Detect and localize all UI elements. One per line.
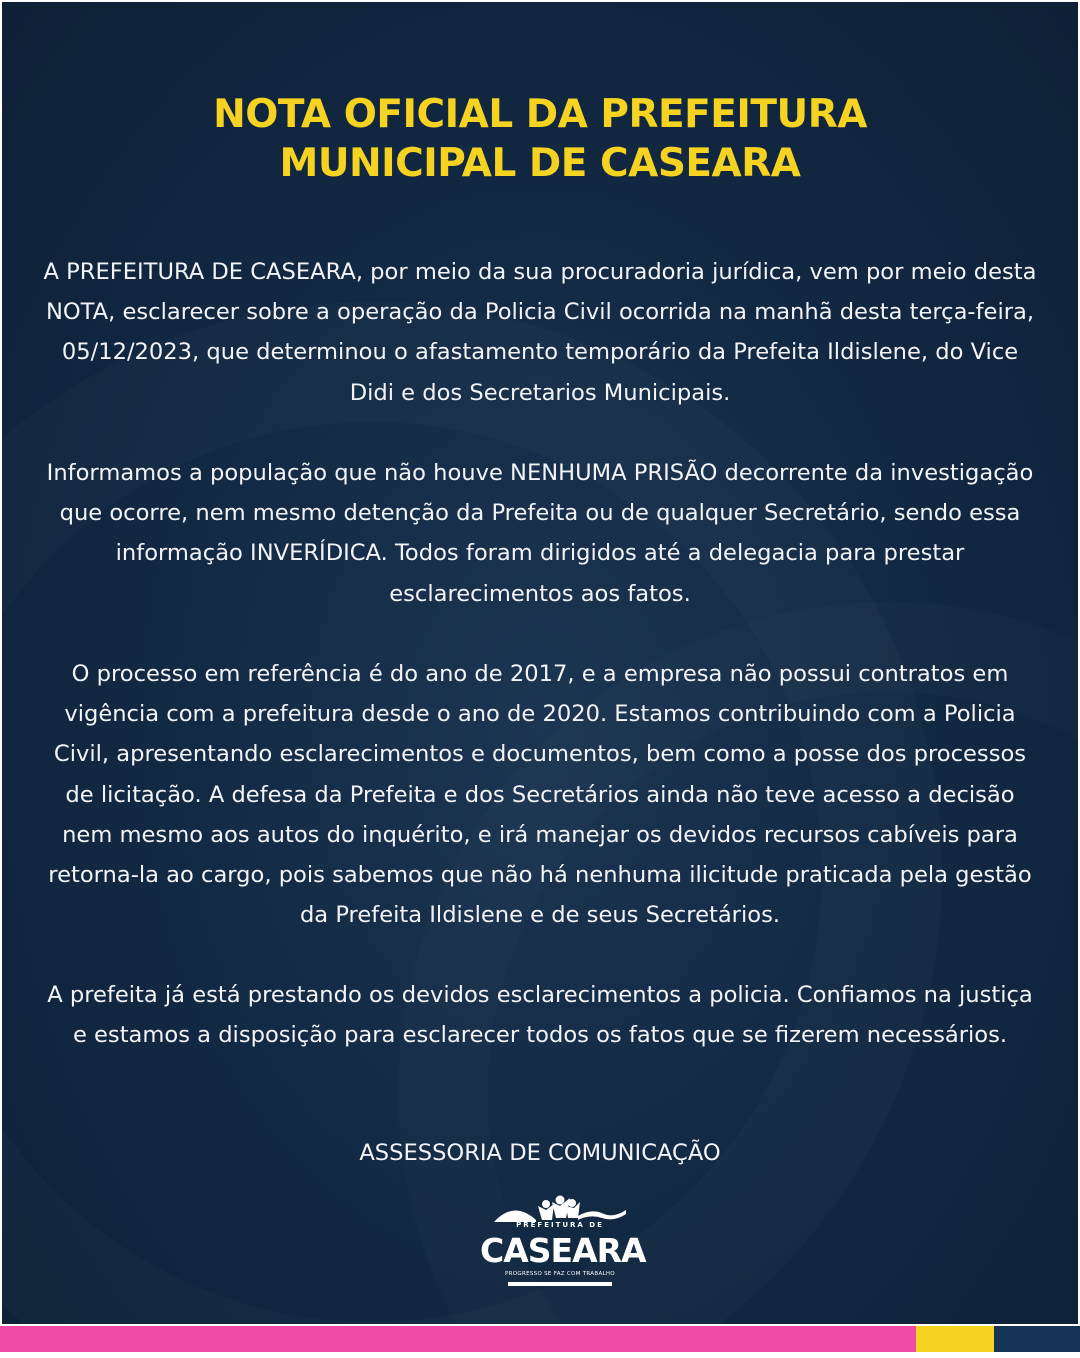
footer-strip-navy xyxy=(994,1326,1080,1352)
note-paragraph-2: Informamos a população que não houve NENHUMA PRISÃO decorrente da investigação que ocorre, nem mesmo detenção da Prefeita ou de qualquer Secretário, sendo essa informação INVERÍDICA. Todos foram dirigidos até a delegacia para prestar esclarecimentos aos fatos. xyxy=(46,460,1034,607)
note-paragraph-4: A prefeita já está prestando os devidos esclarecimentos a policia. Confiamos na justiça e estamos a disposição para esclarecer todos os fatos que se fizerem necessários. xyxy=(47,982,1033,1049)
note-title-line-2: MUNICIPAL DE CASEARA xyxy=(279,141,801,186)
logo-underline xyxy=(508,1282,612,1286)
footer-strip-yellow xyxy=(916,1326,994,1352)
logo-name: CASEARA xyxy=(480,1231,646,1270)
logo-figures-icon xyxy=(480,1192,640,1240)
logo-slogan: PROGRESSO SE FAZ COM TRABALHO xyxy=(505,1271,615,1277)
note-title xyxy=(2,90,1078,188)
note-title-line-1: NOTA OFICIAL DA PREFEITURA xyxy=(213,92,867,137)
official-note-poster xyxy=(2,2,1078,1324)
footer-strip-pink xyxy=(0,1326,916,1352)
caseara-logo xyxy=(480,1192,646,1292)
note-paragraph-1: A PREFEITURA DE CASEARA, por meio da sua procuradoria jurídica, vem por meio desta NOTA, esclarecer sobre a operação da Policia Civil ocorrida na manhã desta terça-feira, 05/12/2023, que determinou o afastamento temporário da Prefeita Ildislene, do Vice Didi e dos Secretarios Municipais. xyxy=(43,259,1037,406)
note-paragraph-3: O processo em referência é do ano de 2017, e a empresa não possui contratos em vigência com a prefeitura desde o ano de 2020. Estamos contribuindo com a Policia Civil, apresentando esclarecimentos e documentos, bem como a posse dos processos de licitação. A defesa da Prefeita e dos Secretários ainda não teve acesso a decisão nem mesmo aos autos do inquérito, e irá manejar os devidos recursos cabíveis para retorna-la ao cargo, pois sabemos que não há nenhuma ilicitude praticada pela gestão da Prefeita Ildislene e de seus Secretários. xyxy=(48,661,1032,929)
note-signature: ASSESSORIA DE COMUNICAÇÃO xyxy=(359,1140,721,1166)
logo-top-text: PREFEITURA DE xyxy=(516,1221,604,1229)
